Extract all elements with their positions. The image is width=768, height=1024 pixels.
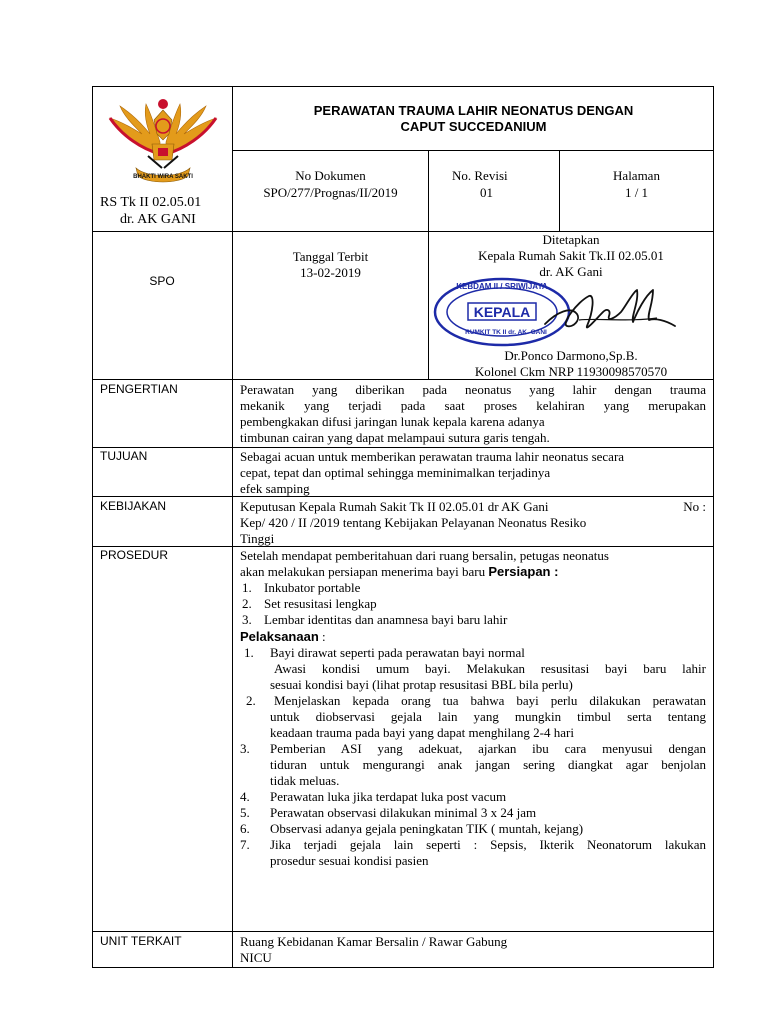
pengertian-label: PENGERTIAN — [100, 382, 178, 396]
page-label: Halaman — [613, 168, 660, 183]
pengertian-line: pembengkakan difusi jaringan lunak kepala karena adanya — [240, 414, 545, 429]
list-text: Observasi adanya gejala peningkatan TIK ( muntah, kejang) — [270, 821, 584, 836]
hospital-name-line2: dr. AK GANI — [120, 212, 196, 227]
prosedur-label: PROSEDUR — [100, 548, 169, 562]
list-text: Pemberian ASI yang adekuat, ajarkan ibu cara menyusui dengan — [270, 741, 706, 756]
title-divider — [232, 150, 714, 151]
issue-date-value: 13-02-2019 — [300, 265, 361, 280]
spo-document — [92, 86, 714, 968]
column-divider — [232, 86, 233, 968]
pengertian-line: timbunan cairan yang dapat melampaui sutura garis tengah. — [240, 430, 550, 445]
prosedur-text — [240, 548, 706, 869]
prosedur-intro-text: akan melakukan persiapan menerima bayi baru — [240, 564, 486, 579]
list-text: Perawatan luka jika terdapat luka post vacum — [270, 789, 507, 804]
hospital-name-line1: RS Tk II 02.05.01 — [100, 195, 202, 210]
pengertian-line: Perawatan yang diberikan pada neonatus yang lahir dengan trauma — [240, 382, 706, 397]
issue-date-label: Tanggal Terbit — [292, 249, 369, 264]
pengertian-text — [240, 382, 706, 446]
list-number: 4. — [240, 789, 250, 804]
stamp-bottom-text: RUMKIT TK II dr. AK. GANI — [465, 329, 547, 336]
border-bottom — [92, 967, 714, 968]
signer-name: Dr.Ponco Darmono,Sp.B. — [504, 348, 638, 363]
unit-text — [240, 934, 706, 966]
list-text: tidak meluas. — [270, 773, 340, 788]
pelaksanaan-item — [240, 821, 706, 837]
pelaksanaan-item — [240, 693, 706, 709]
list-number: 1. — [244, 645, 254, 660]
list-text: Lembar identitas dan anamnesa bayi baru lahir — [264, 612, 508, 627]
kebijakan-no-label: No : — [683, 499, 706, 514]
pelaksanaan-colon: : — [318, 629, 326, 644]
kebijakan-line: Kep/ 420 / II /2019 tentang Kebijakan Pelayanan Neonatus Resiko — [240, 515, 587, 530]
list-number: 5. — [240, 805, 250, 820]
unit-label: UNIT TERKAIT — [100, 934, 182, 948]
prosedur-intro: Setelah mendapat pemberitahuan dari ruang bersalin, petugas neonatus — [240, 548, 609, 563]
list-number: 7. — [240, 837, 250, 852]
list-text: Awasi kondisi umum bayi. Melakukan resusitasi bayi baru lahir — [274, 661, 706, 676]
pelaksanaan-item — [240, 645, 706, 661]
tujuan-label: TUJUAN — [100, 449, 148, 463]
kebijakan-label: KEBIJAKAN — [100, 499, 167, 513]
persiapan-item — [240, 612, 706, 628]
border-top — [92, 86, 714, 87]
stamp-top-text: KEBDAM II / SRIWIJAYA — [456, 282, 548, 291]
list-number: 1. — [242, 580, 252, 595]
list-number: 3. — [242, 612, 252, 627]
unit-line: Ruang Kebidanan Kamar Bersalin / Rawar Gabung — [240, 934, 508, 949]
unit-line: NICU — [240, 950, 272, 965]
tujuan-line: cepat, tepat dan optimal sehingga meminimalkan terjadinya — [240, 465, 551, 480]
page-value: 1 / 1 — [624, 185, 649, 200]
pelaksanaan-heading-row — [240, 629, 706, 645]
list-text: prosedur sesuai kondisi pasien — [270, 853, 429, 868]
border-right — [713, 86, 714, 968]
logo-motto: BHAKTI WIRA SAKTI — [133, 174, 193, 180]
pelaksanaan-item — [240, 789, 706, 805]
signer-rank: Kolonel Ckm NRP 11930098570570 — [474, 364, 668, 379]
list-number: 2. — [246, 693, 256, 708]
approval-title: Kepala Rumah Sakit Tk.II 02.05.01 — [478, 248, 664, 263]
list-text: Menjelaskan kepada orang tua bahwa bayi perlu dilakukan perawatan — [274, 693, 706, 708]
list-text: Inkubator portable — [264, 580, 361, 595]
list-text: tiduran untuk mengurangi anak jangan sering diangkat agar benjolan — [270, 757, 706, 772]
hospital-logo — [102, 94, 224, 194]
revision-label: No. Revisi — [452, 168, 508, 183]
list-number: 2. — [242, 596, 252, 611]
row-divider-3 — [92, 447, 714, 448]
list-text: untuk diobservasi gejala lain yang mungkin timbul serta tentang — [270, 709, 706, 724]
revision-value: 01 — [480, 185, 493, 200]
spo-label: SPO — [149, 274, 175, 288]
signature — [537, 282, 682, 342]
kebijakan-line: Tinggi — [240, 531, 275, 546]
pelaksanaan-item — [240, 805, 706, 821]
tujuan-text — [240, 449, 706, 497]
tujuan-line: efek samping — [240, 481, 310, 496]
pelaksanaan-item — [240, 837, 706, 853]
tujuan-line: Sebagai acuan untuk memberikan perawatan trauma lahir neonatus secara — [240, 449, 625, 464]
persiapan-heading: Persiapan : — [488, 564, 559, 579]
approval-label: Ditetapkan — [542, 232, 600, 247]
pelaksanaan-item — [240, 741, 706, 757]
pengertian-line: mekanik yang terjadi pada saat proses kelahiran yang merupakan — [240, 398, 706, 413]
list-text: Bayi dirawat seperti pada perawatan bayi normal — [270, 645, 525, 660]
persiapan-item — [240, 596, 706, 612]
list-text: Perawatan observasi dilakukan minimal 3 x 24 jam — [270, 805, 537, 820]
kebijakan-line — [240, 499, 706, 515]
stamp-center-text: KEPALA — [473, 304, 531, 320]
list-number: 6. — [240, 821, 250, 836]
list-text: Jika terjadi gejala lain seperti : Sepsis, Ikterik Neonatorum lakukan — [270, 837, 706, 852]
kebijakan-decree: Keputusan Kepala Rumah Sakit Tk II 02.05.01 dr AK Gani — [240, 499, 549, 514]
persiapan-item — [240, 580, 706, 596]
document-title-line1: PERAWATAN TRAUMA LAHIR NEONATUS DENGAN — [313, 103, 634, 118]
list-number: 3. — [240, 741, 250, 756]
list-text: Set resusitasi lengkap — [264, 596, 377, 611]
doc-number-label: No Dokumen — [295, 168, 366, 183]
kebijakan-text — [240, 499, 706, 547]
prosedur-intro — [240, 564, 706, 580]
approval-name: dr. AK Gani — [539, 264, 603, 279]
border-left — [92, 86, 93, 968]
document-title-line2: CAPUT SUCCEDANIUM — [400, 119, 547, 134]
list-text: keadaan trauma pada bayi yang dapat menghilang 2-4 hari — [270, 725, 574, 740]
doc-number-value: SPO/277/Prognas/II/2019 — [263, 185, 398, 200]
pelaksanaan-heading: Pelaksanaan — [240, 629, 319, 644]
list-text: sesuai kondisi bayi (lihat protap resusitasi BBL bila perlu) — [270, 677, 573, 692]
cell-divider-a — [428, 150, 429, 232]
row-divider-6 — [92, 931, 714, 932]
